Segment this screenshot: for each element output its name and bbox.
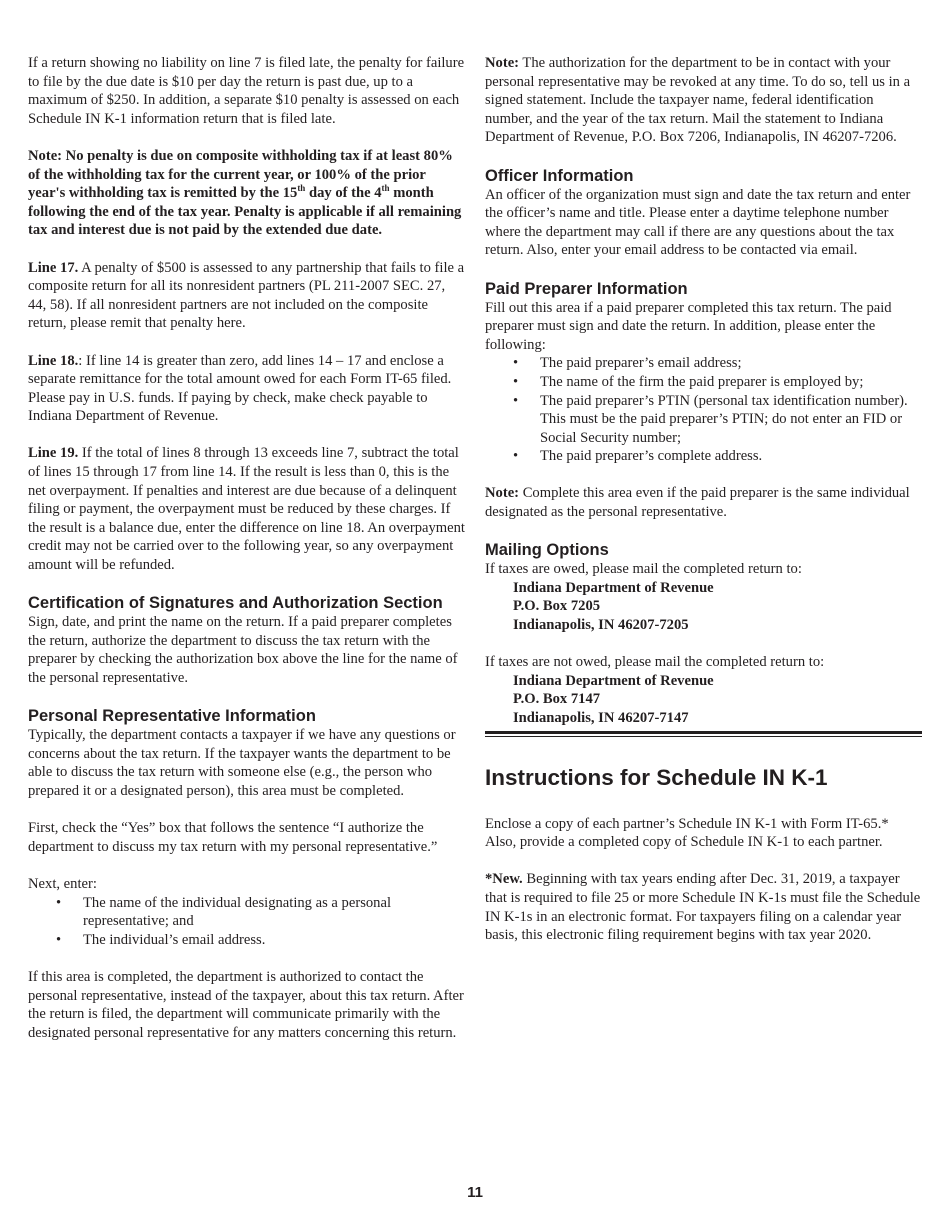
revocation-note: Note: The authorization for the department to be in contact with your personal representative may be revoked at any time. To do so, tell us in a signed statement. Include the taxpayer name, federal identification number, and the year of the tax return. Mail the statement to Indiana Department of Revenue, P.O. Box 7206, Indianapolis, IN 46207-7206. [485,55,911,146]
address-line: Indianapolis, IN 46207-7147 [513,710,689,726]
mailing-options-heading: Mailing Options [485,541,609,560]
taxes-owed-address [485,579,922,635]
address-line: Indiana Department of Revenue [513,672,714,689]
address-line: Indiana Department of Revenue [513,579,714,596]
personal-representative-paragraph-2: First, check the “Yes” box that follows the sentence “I authorize the department to discuss my tax return with my personal representative.” [28,820,438,855]
list-item: • The individual’s email address. [83,931,465,950]
personal-representative-heading: Personal Representative Information [28,707,316,726]
line-17-paragraph: Line 17. A penalty of $500 is assessed to any partnership that fails to file a composite return for all its nonresident partners (PL 211-2007 SEC. 27, 44, 58). If all nonresident partners are not included on the composite return, please remit that penalty here. [28,259,465,332]
officer-information-heading: Officer Information [485,166,634,185]
right-column [485,54,922,963]
section-divider [485,731,922,737]
list-item: • The paid preparer’s PTIN (personal tax identification number). This must be the paid preparer’s PTIN; do not enter an FID or Social Security number; [540,392,922,448]
page-number: 11 [467,1184,483,1201]
officer-information-paragraph: An officer of the organization must sign and date the tax return and enter the officer’s name and title. Please enter a daytime telephone number where the department may call if there are any questions about the tax return. Also, enter your email address to be contacted via email. [485,186,911,259]
address-line: Indianapolis, IN 46207-7205 [513,617,689,634]
left-column [28,54,465,1061]
paid-preparer-list [485,354,922,466]
composite-penalty-note: Note: No penalty is due on composite withholding tax if at least 80% of the withholding tax for the current year, or 100% of the prior year's withholding tax is remitted by the 15th day of the 4th month following the end of the tax year. Penalty is applicable if all remaining tax and interest due is not paid by the extended due date. [28,147,462,239]
electronic-filing-paragraph: *New. Beginning with tax years ending after Dec. 31, 2019, a taxpayer that is required to file 25 or more Schedule IN K-1s must file the Schedule IN K-1s in an electronic format. For taxpayers filing on a calendar year basis, this electronic filing requirement begins with tax year 2020. [485,871,921,944]
late-filing-penalty-paragraph: If a return showing no liability on line 7 is filed late, the penalty for failure to file by the due date is $10 per day the return is past due, up to a maximum of $250. In addition, a separate $10 penalty is assessed on each Schedule IN K-1 information return that is filed late. [28,55,465,127]
personal-representative-paragraph-1: Typically, the department contacts a taxpayer if we have any questions or concerns about the tax return. If the taxpayer wants the department to be able to discuss the tax return with someone else (e.g., the person who prepared it or a designated person), this area must be completed. [28,727,456,799]
personal-representative-paragraph-3: If this area is completed, the department is authorized to contact the personal representative, instead of the taxpayer, about this tax return. After the return is filed, the department will communicate primarily with the designated personal representative for any matters concerning this return. [28,968,464,1041]
list-item: • The paid preparer’s complete address. [540,447,922,466]
paid-preparer-note: Note: Complete this area even if the paid preparer is the same individual designated as the personal representative. [485,485,910,521]
schedule-k1-paragraph: Enclose a copy of each partner’s Schedule IN K-1 with Form IT-65.* Also, provide a completed copy of Schedule IN K-1 to each partner. [485,815,889,851]
address-line: P.O. Box 7147 [513,691,601,708]
taxes-owed-text: If taxes are owed, please mail the completed return to: [485,561,802,578]
line-19-paragraph: Line 19. If the total of lines 8 through 13 exceeds line 7, subtract the total of lines 15 through 17 from line 14. If the result is less than 0, this is the net overpayment. If penalties and interest are due because of a delinquent filing or payment, the overpayment must be reduced by these charges. If the result is a balance due, enter the difference on line 18. An overpayment credit may not be carried over to the following year, so any overpayment amount will be refunded. [28,445,465,574]
line-18-paragraph: Line 18.: If line 14 is greater than zero, add lines 14 – 17 and enclose a separate remittance for the total amount owed for each Form IT-65 filed. Please pay in U.S. funds. If paying by check, make check payable to Indiana Department of Revenue. [28,352,452,425]
next-enter-label: Next, enter: [28,875,97,892]
taxes-not-owed-address [485,672,922,728]
list-item: • The name of the firm the paid preparer is employed by; [540,373,922,392]
paid-preparer-heading: Paid Preparer Information [485,279,688,298]
list-item: • The name of the individual designating as a personal representative; and [83,894,465,931]
taxes-not-owed-text: If taxes are not owed, please mail the completed return to: [485,654,825,671]
paid-preparer-paragraph: Fill out this area if a paid preparer completed this tax return. The paid preparer must sign and date the return. In addition, please enter the following: [485,299,892,353]
personal-representative-list [28,894,465,950]
certification-heading: Certification of Signatures and Authorization Section [28,594,443,613]
certification-paragraph: Sign, date, and print the name on the return. If a paid preparer completes the return, authorize the department to discuss the tax return with the preparer by checking the authorization box above the line for the name of the personal representative. [28,614,458,686]
address-line: P.O. Box 7205 [513,598,601,615]
list-item: • The paid preparer’s email address; [540,354,922,373]
schedule-k1-heading: Instructions for Schedule IN K-1 [485,764,828,790]
